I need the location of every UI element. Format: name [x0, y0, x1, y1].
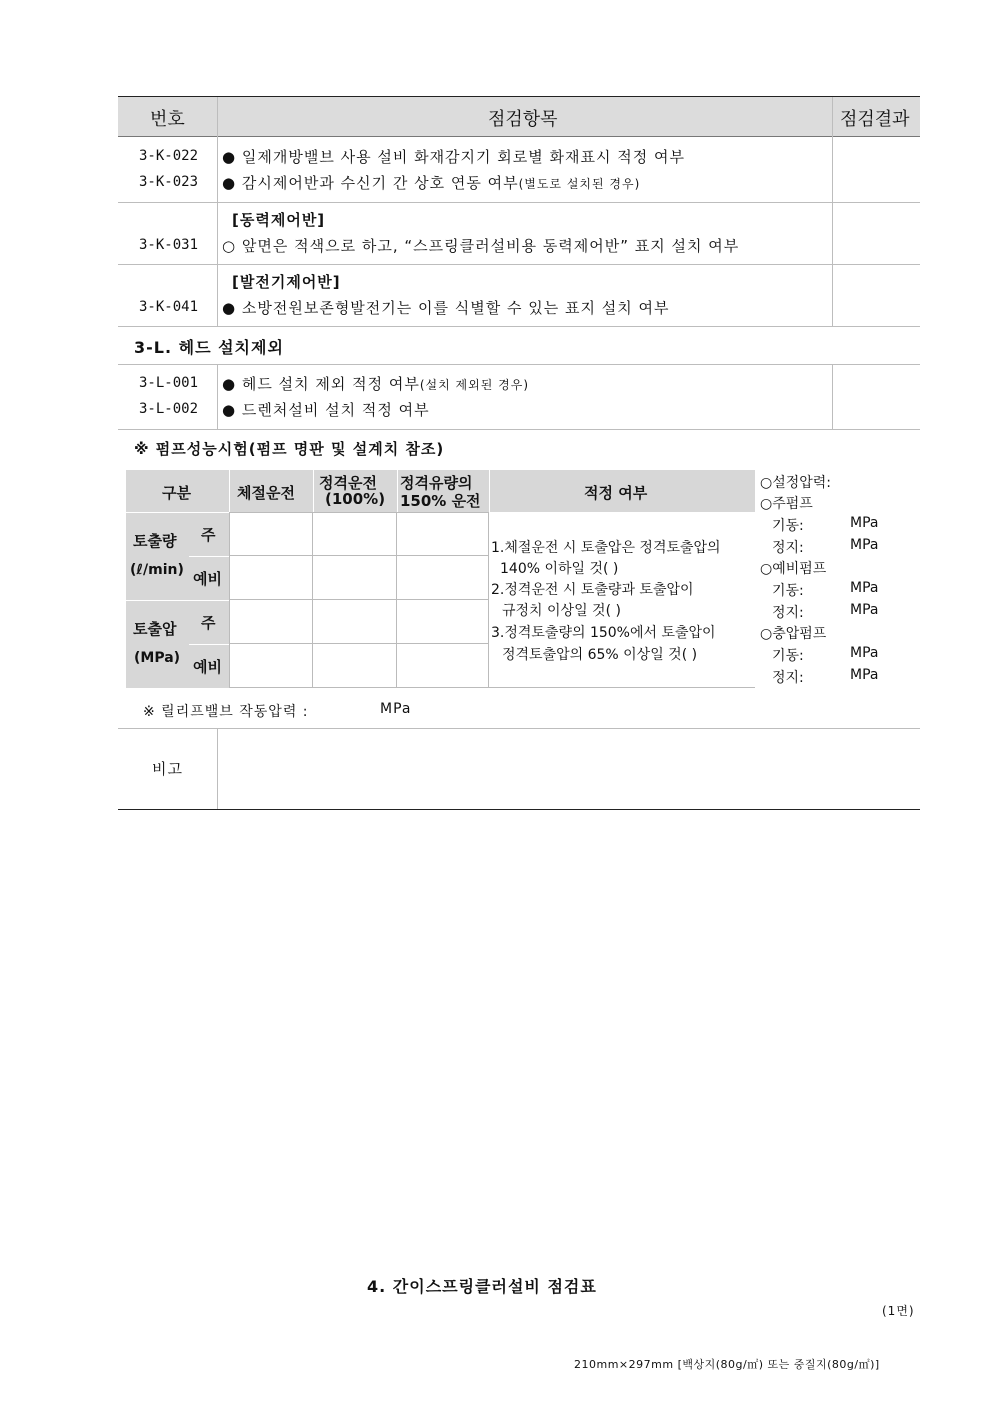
- rated-pressure-main-input[interactable]: [313, 600, 397, 644]
- subheading-generator-control-panel: [발전기제어반]: [232, 273, 341, 291]
- flow150-flow-spare-input[interactable]: [397, 556, 489, 600]
- row-divider: [118, 326, 920, 327]
- pump-test-title: ※ 펌프성능시험(펌프 명판 및 설계치 참조): [134, 440, 445, 458]
- remarks-input[interactable]: [218, 729, 920, 809]
- header-check-result: 점검결과: [840, 109, 910, 130]
- check-item-text: 감시제어반과 수신기 간 상호 연동 여부: [241, 174, 519, 192]
- column-divider-number: [217, 97, 218, 327]
- header-number: 번호: [150, 109, 185, 130]
- spare-pump-label: ○예비펌프: [760, 561, 827, 577]
- check-item-text: 헤드 설치 제외 적정 여부: [241, 375, 420, 393]
- discharge-pressure-label-cell: [126, 600, 189, 688]
- discharge-flow-label-cell: [126, 512, 189, 600]
- criteria-line: 1.체절운전 시 토출압은 정격토출압의: [491, 540, 721, 556]
- shutoff-pressure-spare-input[interactable]: [229, 644, 313, 688]
- criteria-line: 규정치 이상일 것( ): [502, 603, 621, 619]
- relief-valve-label: ※ 릴리프밸브 작동압력 :: [143, 704, 309, 720]
- header-bottom-border: [118, 136, 920, 137]
- column-divider-result: [832, 97, 833, 327]
- flow150-pressure-main-input[interactable]: [397, 600, 489, 644]
- header-rated-line1: 정격운전: [319, 474, 377, 492]
- filled-bullet-icon: ●: [222, 148, 237, 166]
- relief-valve-unit: MPa: [380, 701, 412, 717]
- pump-side-notes: [760, 470, 920, 690]
- unit-label: MPa: [850, 667, 879, 683]
- check-item: [222, 399, 430, 420]
- item-code: 3-K-031: [139, 237, 199, 253]
- unit-label: MPa: [850, 602, 879, 618]
- item-code: 3-L-002: [139, 401, 199, 417]
- remarks-label: 비고: [152, 760, 183, 778]
- check-item-text: 소방전원보존형발전기는 이를 식별할 수 있는 표지 설치 여부: [241, 299, 670, 317]
- flow150-pressure-spare-input[interactable]: [397, 644, 489, 688]
- spare-label: 예비: [193, 658, 222, 676]
- shutoff-pressure-main-input[interactable]: [229, 600, 313, 644]
- row-divider: [118, 202, 920, 203]
- main-label: 주: [201, 526, 216, 544]
- criteria-line: 정격토출압의 65% 이상일 것( ): [502, 647, 698, 663]
- discharge-flow-unit: (ℓ/min): [130, 562, 184, 578]
- discharge-pressure-label: 토출압: [133, 620, 177, 638]
- stop-label: 정지:: [772, 605, 804, 621]
- table-top-border: [118, 96, 920, 97]
- pump-test-table: [126, 470, 755, 688]
- filled-bullet-icon: ●: [222, 299, 237, 317]
- unit-label: MPa: [850, 580, 879, 596]
- header-rated-line2: (100%): [325, 490, 386, 508]
- check-item-note: (설치 제외된 경우): [419, 378, 529, 392]
- row-divider: [118, 364, 920, 365]
- shutoff-flow-main-input[interactable]: [229, 512, 313, 556]
- rated-flow-main-input[interactable]: [313, 512, 397, 556]
- table-bottom-border: [118, 809, 920, 810]
- header-category: 구분: [162, 484, 191, 502]
- filled-bullet-icon: ●: [222, 401, 237, 419]
- item-code: 3-L-001: [139, 375, 199, 391]
- header-adequacy: 적정 여부: [584, 484, 648, 502]
- filled-bullet-icon: ●: [222, 375, 237, 393]
- check-item-text: 드렌처설비 설치 적정 여부: [241, 401, 430, 419]
- discharge-pressure-unit: (MPa): [134, 650, 181, 666]
- check-item: [222, 373, 529, 394]
- header-150-line2: 150% 운전: [400, 492, 481, 510]
- unit-label: MPa: [850, 645, 879, 661]
- shutoff-flow-spare-input[interactable]: [229, 556, 313, 600]
- main-pump-label: ○주펌프: [760, 496, 813, 512]
- header-150-line1: 정격유량의: [400, 474, 473, 492]
- set-pressure-label: ○설정압력:: [760, 475, 832, 491]
- criteria-line: 2.정격운전 시 토출량과 토출압이: [491, 582, 694, 598]
- filled-bullet-icon: ●: [222, 174, 237, 192]
- check-item: [222, 172, 640, 193]
- item-code: 3-K-022: [139, 148, 199, 164]
- start-label: 기동:: [772, 648, 804, 664]
- start-label: 기동:: [772, 583, 804, 599]
- stop-label: 정지:: [772, 670, 804, 686]
- header-shutoff: 체절운전: [237, 484, 295, 502]
- check-item-text: 일제개방밸브 사용 설비 화재감지기 회로별 화재표시 적정 여부: [241, 148, 685, 166]
- subheading-power-control-panel: [동력제어반]: [232, 211, 326, 229]
- item-code: 3-K-041: [139, 299, 199, 315]
- jockey-pump-label: ○충압펌프: [760, 626, 827, 642]
- check-item-note: (별도로 설치된 경우): [518, 177, 641, 191]
- paper-spec: 210mm×297mm [백상지(80g/㎡) 또는 중질지(80g/㎡)]: [574, 1358, 880, 1371]
- check-item-text: 앞면은 적색으로 하고, “스프링클러설비용 동력제어반” 표지 설치 여부: [241, 237, 740, 255]
- next-form-title: 4. 간이스프링클러설비 점검표: [367, 1277, 597, 1296]
- start-label: 기동:: [772, 518, 804, 534]
- spare-label: 예비: [193, 570, 222, 588]
- hollow-bullet-icon: ○: [222, 237, 237, 255]
- unit-label: MPa: [850, 515, 879, 531]
- row-divider: [118, 264, 920, 265]
- row-divider: [118, 429, 920, 430]
- criteria-line: 3.정격토출량의 150%에서 토출압이: [491, 625, 716, 641]
- check-item: [222, 235, 739, 256]
- page-indicator: (1면): [882, 1304, 915, 1318]
- discharge-flow-label: 토출량: [133, 532, 177, 550]
- flow150-flow-main-input[interactable]: [397, 512, 489, 556]
- column-divider-result-3l: [832, 365, 833, 429]
- section-heading-3l: 3-L. 헤드 설치제외: [134, 338, 284, 357]
- stop-label: 정지:: [772, 540, 804, 556]
- check-item: [222, 297, 670, 318]
- main-label: 주: [201, 614, 216, 632]
- item-code: 3-K-023: [139, 174, 199, 190]
- rated-pressure-spare-input[interactable]: [313, 644, 397, 688]
- rated-flow-spare-input[interactable]: [313, 556, 397, 600]
- header-check-item: 점검항목: [488, 109, 558, 130]
- unit-label: MPa: [850, 537, 879, 553]
- check-item: [222, 146, 685, 167]
- criteria-line: 140% 이하일 것( ): [500, 561, 619, 577]
- column-divider-number-3l: [217, 365, 218, 429]
